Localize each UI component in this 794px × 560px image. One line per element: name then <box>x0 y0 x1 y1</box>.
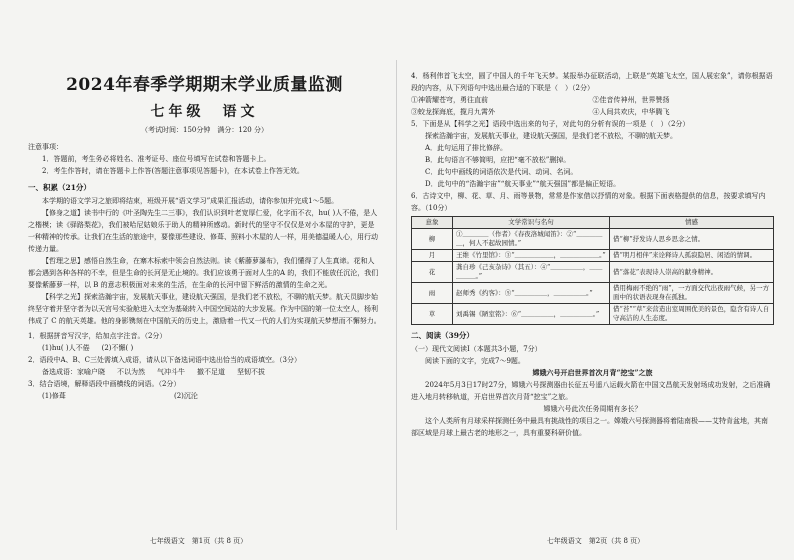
exam-title: 2024年春季学期期末学业质量监测 <box>66 75 343 95</box>
question-2-words <box>28 366 381 378</box>
q5-option-c: C．此句中画线的词语依次是代词、动词、名词。 <box>425 168 578 176</box>
table-header-imagery: 意象 <box>412 217 453 229</box>
question-5-stem: 探索浩瀚宇宙，发展航天事业，建设航天强国，是我们老不放松，不聊的航天梦。 <box>425 132 677 140</box>
page-footer-left: 七年级语文 第1页（共 8 页） <box>149 537 248 545</box>
article-paragraph-1: 2024年5月3日17时27分，嫦娥六号探测器由长征五号遥八运载火箭在中国文昌航天发射场成功发射，之后准确进入地月转移轨道，开启世界首次月背“挖宝”之旅。 <box>411 381 771 401</box>
table-cell-emotion: 借“落花”表现诗人崇高的献身精神。 <box>610 262 774 283</box>
table-cell-reference: 龚自珍《己亥杂诗》（其五）：④“＿＿＿＿＿，＿＿＿＿＿。” <box>453 262 610 283</box>
q2-word-3: 气冲斗牛 <box>157 368 185 376</box>
section-1-heading: 一、积累（21分） <box>28 183 91 192</box>
table-cell-emotion: 借“明月相伴”来诠释诗人孤寂隐居、闲适的情调。 <box>610 250 774 262</box>
q4-option-1: ①神箭耀苍穹，勇往直前 <box>411 96 488 104</box>
q2-word-5: 坚韧不拔 <box>237 368 265 376</box>
question-2: 2．语段中A、B、C三处需填入成语，请从以下备选词语中选出恰当的成语填空。（3分） <box>28 356 301 364</box>
question-3: 3．结合语境，解释语段中画横线的词语。（2分） <box>28 380 181 388</box>
table-cell-emotion: 借“苔”“草”来营造出室周围优美的景色，隐含有诗人自守高洁的人生态度。 <box>610 304 774 325</box>
table-cell-imagery: 月 <box>412 250 453 262</box>
table-cell-emotion: 借用梅雨不绝的“雨”，一方面交代出夜雨气候，另一方面中的状语表现身在孤独。 <box>610 283 774 304</box>
table-row <box>412 262 774 283</box>
q3-item-2: (2)沉沦 <box>174 392 198 400</box>
q2-word-1: 备选成语：家喻户晓 <box>42 368 105 376</box>
imagery-table <box>411 216 774 325</box>
table-cell-reference: 赵师秀《约客》：⑤“＿＿＿＿＿，＿＿＿＿＿。” <box>453 283 610 304</box>
table-cell-imagery: 雨 <box>412 283 453 304</box>
section-2-heading: 二、阅读（39分） <box>411 331 474 340</box>
table-cell-reference: 王维《竹里馆》：③“＿＿＿＿＿＿，＿＿＿＿＿＿。” <box>453 250 610 262</box>
question-3-items <box>28 390 381 402</box>
subsection-1-intro: 阅读下面的文字，完成7～9题。 <box>425 357 525 365</box>
q5-option-a: A．此句运用了排比修辞。 <box>425 144 508 152</box>
question-4: 4．杨利伟首飞太空，圆了中国人的千年飞天梦。某报举办征联活动，上联是“英雄飞太空，国人展宏象”，请你根据语段的内容，从下列语句中选出最合适的下联是（ ）（2分） <box>411 72 773 92</box>
page-footer-right: 七年级语文 第2页（共 8 页） <box>546 537 645 545</box>
article-question: 嫦娥六号此次任务周期有多长？ <box>543 405 642 413</box>
table-header-reference: 文学常识与名句 <box>453 217 610 229</box>
table-header-row <box>412 217 774 229</box>
table-cell-reference: 刘禹锡《陋室铭》：⑥“＿＿＿＿＿，＿＿＿＿＿。” <box>453 304 610 325</box>
question-1: 1．根据拼音写汉字，给加点字注音。（2分） <box>28 332 167 340</box>
subsection-1-heading: （一）现代文阅读Ⅰ（本题共3小题，7分） <box>411 345 542 353</box>
intro-paragraph: 本学期的语文学习之旅即将结束，班级开展“语文学习”成果汇报活动，请你参加并完成1～5题。 <box>42 197 339 205</box>
right-page <box>397 0 794 560</box>
q2-word-2: 不以为然 <box>117 368 145 376</box>
passage-self-cultivation: 【修身之道】读书中行的《叶圣陶先生二三事》，我们认识到叶老宽厚仁爱，化字而不衣，hu( )人不倦，是人之楷模；读《驿路梨花》，我们被哈尼姑娘乐于助人的精神所感动。新时代的坚守不仅仅是对小本屋的守护，更是一种精神的传承。让我们在生活的旅途中，要像那些建设、修葺、照料小木屋的人一样，用美德温暖人心，用行动传递力量。 <box>28 209 378 253</box>
question-4-options <box>411 94 774 118</box>
q5-option-b: B．此句语言不够简明，应把“毫不放松”删掉。 <box>425 156 571 164</box>
q4-option-4: ④人间共欢庆，中华腾飞 <box>592 108 670 116</box>
table-cell-reference: ①＿＿＿＿（作者）《春夜洛城闻笛》：②“＿＿＿＿＿，何人不起故园情。” <box>453 229 610 250</box>
passage-science: 【科学之光】探索浩瀚宇宙，发展航天事业，建设航天强国，是我们老不放松，不聊的航天梦。航天员脚步始终坚守着并坚守者为以天宫号实验舱进入太空为基础转入中国空间站的大步发展。作为中国的第一位太空人，杨利伟成了 C 的航天英雄。他的身影镌刻在中国航天的历史上，激励着一代又一代的人们为实现航天梦想而不懈努力。 <box>28 293 381 325</box>
question-6: 6．古诗文中，柳、花、草、月、雨等景物，常常是作家借以抒情的对象。根据下面表格提供的信息，按要求填写内容。（10分） <box>411 192 766 212</box>
table-cell-emotion: 借“柳”抒发诗人思乡思念之情。 <box>610 229 774 250</box>
q1-item-1: (1)hu( )人不倦 <box>42 344 90 352</box>
question-5: 5．下面是从【科学之光】语段中选出来的句子，对此句的分析有误的一项是（ ）（2分） <box>411 120 690 128</box>
exam-subtitle: 七年级 语文 <box>150 104 259 120</box>
q5-option-d: D．此句中的“浩瀚宇宙”“航天事业”“航天强国”都是偏正短语。 <box>425 180 621 188</box>
q1-item-2: (2)不懈( ) <box>101 344 134 352</box>
q4-option-3: ③蛟龙探海底，揽月九霄外 <box>411 108 495 116</box>
table-cell-imagery: 花 <box>412 262 453 283</box>
article-title: 嫦娥六号开启世界首次月背“挖宝”之旅 <box>532 368 653 377</box>
q4-option-2: ②佳音传神州，世界赞扬 <box>592 96 670 104</box>
table-row <box>412 229 774 250</box>
q3-item-1: (1)修葺 <box>42 392 66 400</box>
note-1: 1．答题前，考生务必将姓名、准考证号、座位号填写在试卷和答题卡上。 <box>42 155 271 163</box>
article-paragraph-2: 这个人类所有月球采样探测任务中最具有挑战性的项目之一。嫦娥六号探测器将着陆南极——艾特肯盆地，其南部区域是月球上最古老的地形之一，具有重要科研价值。 <box>411 417 768 437</box>
table-cell-imagery: 草 <box>412 304 453 325</box>
q2-word-4: 撤不足道 <box>197 368 225 376</box>
notes-heading: 注意事项： <box>28 143 63 151</box>
table-cell-imagery: 柳 <box>412 229 453 250</box>
table-row <box>412 283 774 304</box>
table-header-emotion: 情感 <box>610 217 774 229</box>
note-2: 2．考生作答时，请在答题卡上作答(答题注意事项见答题卡)，在本试卷上作答无效。 <box>42 167 304 175</box>
table-row <box>412 250 774 262</box>
passage-philosophy: 【哲理之思】感悟自然生命，在寨木标索中领会自然法则。读《紫藤萝瀑布》，我们懂得了人生真谛。花和人都会遇到各种各样的不幸，但是生命的长河是无止境的。我们应该勇于面对人生的A 的，我们不能放任沉沦，我们要像紫藤萝一样，以 B 的意志积极面对未来的生活，在生命的长河中留下鲜活的激情的生命之光。 <box>28 257 379 289</box>
question-1-items <box>28 342 381 354</box>
exam-meta: （考试时间：150分钟 满分：120 分） <box>141 126 268 134</box>
table-row <box>412 304 774 325</box>
